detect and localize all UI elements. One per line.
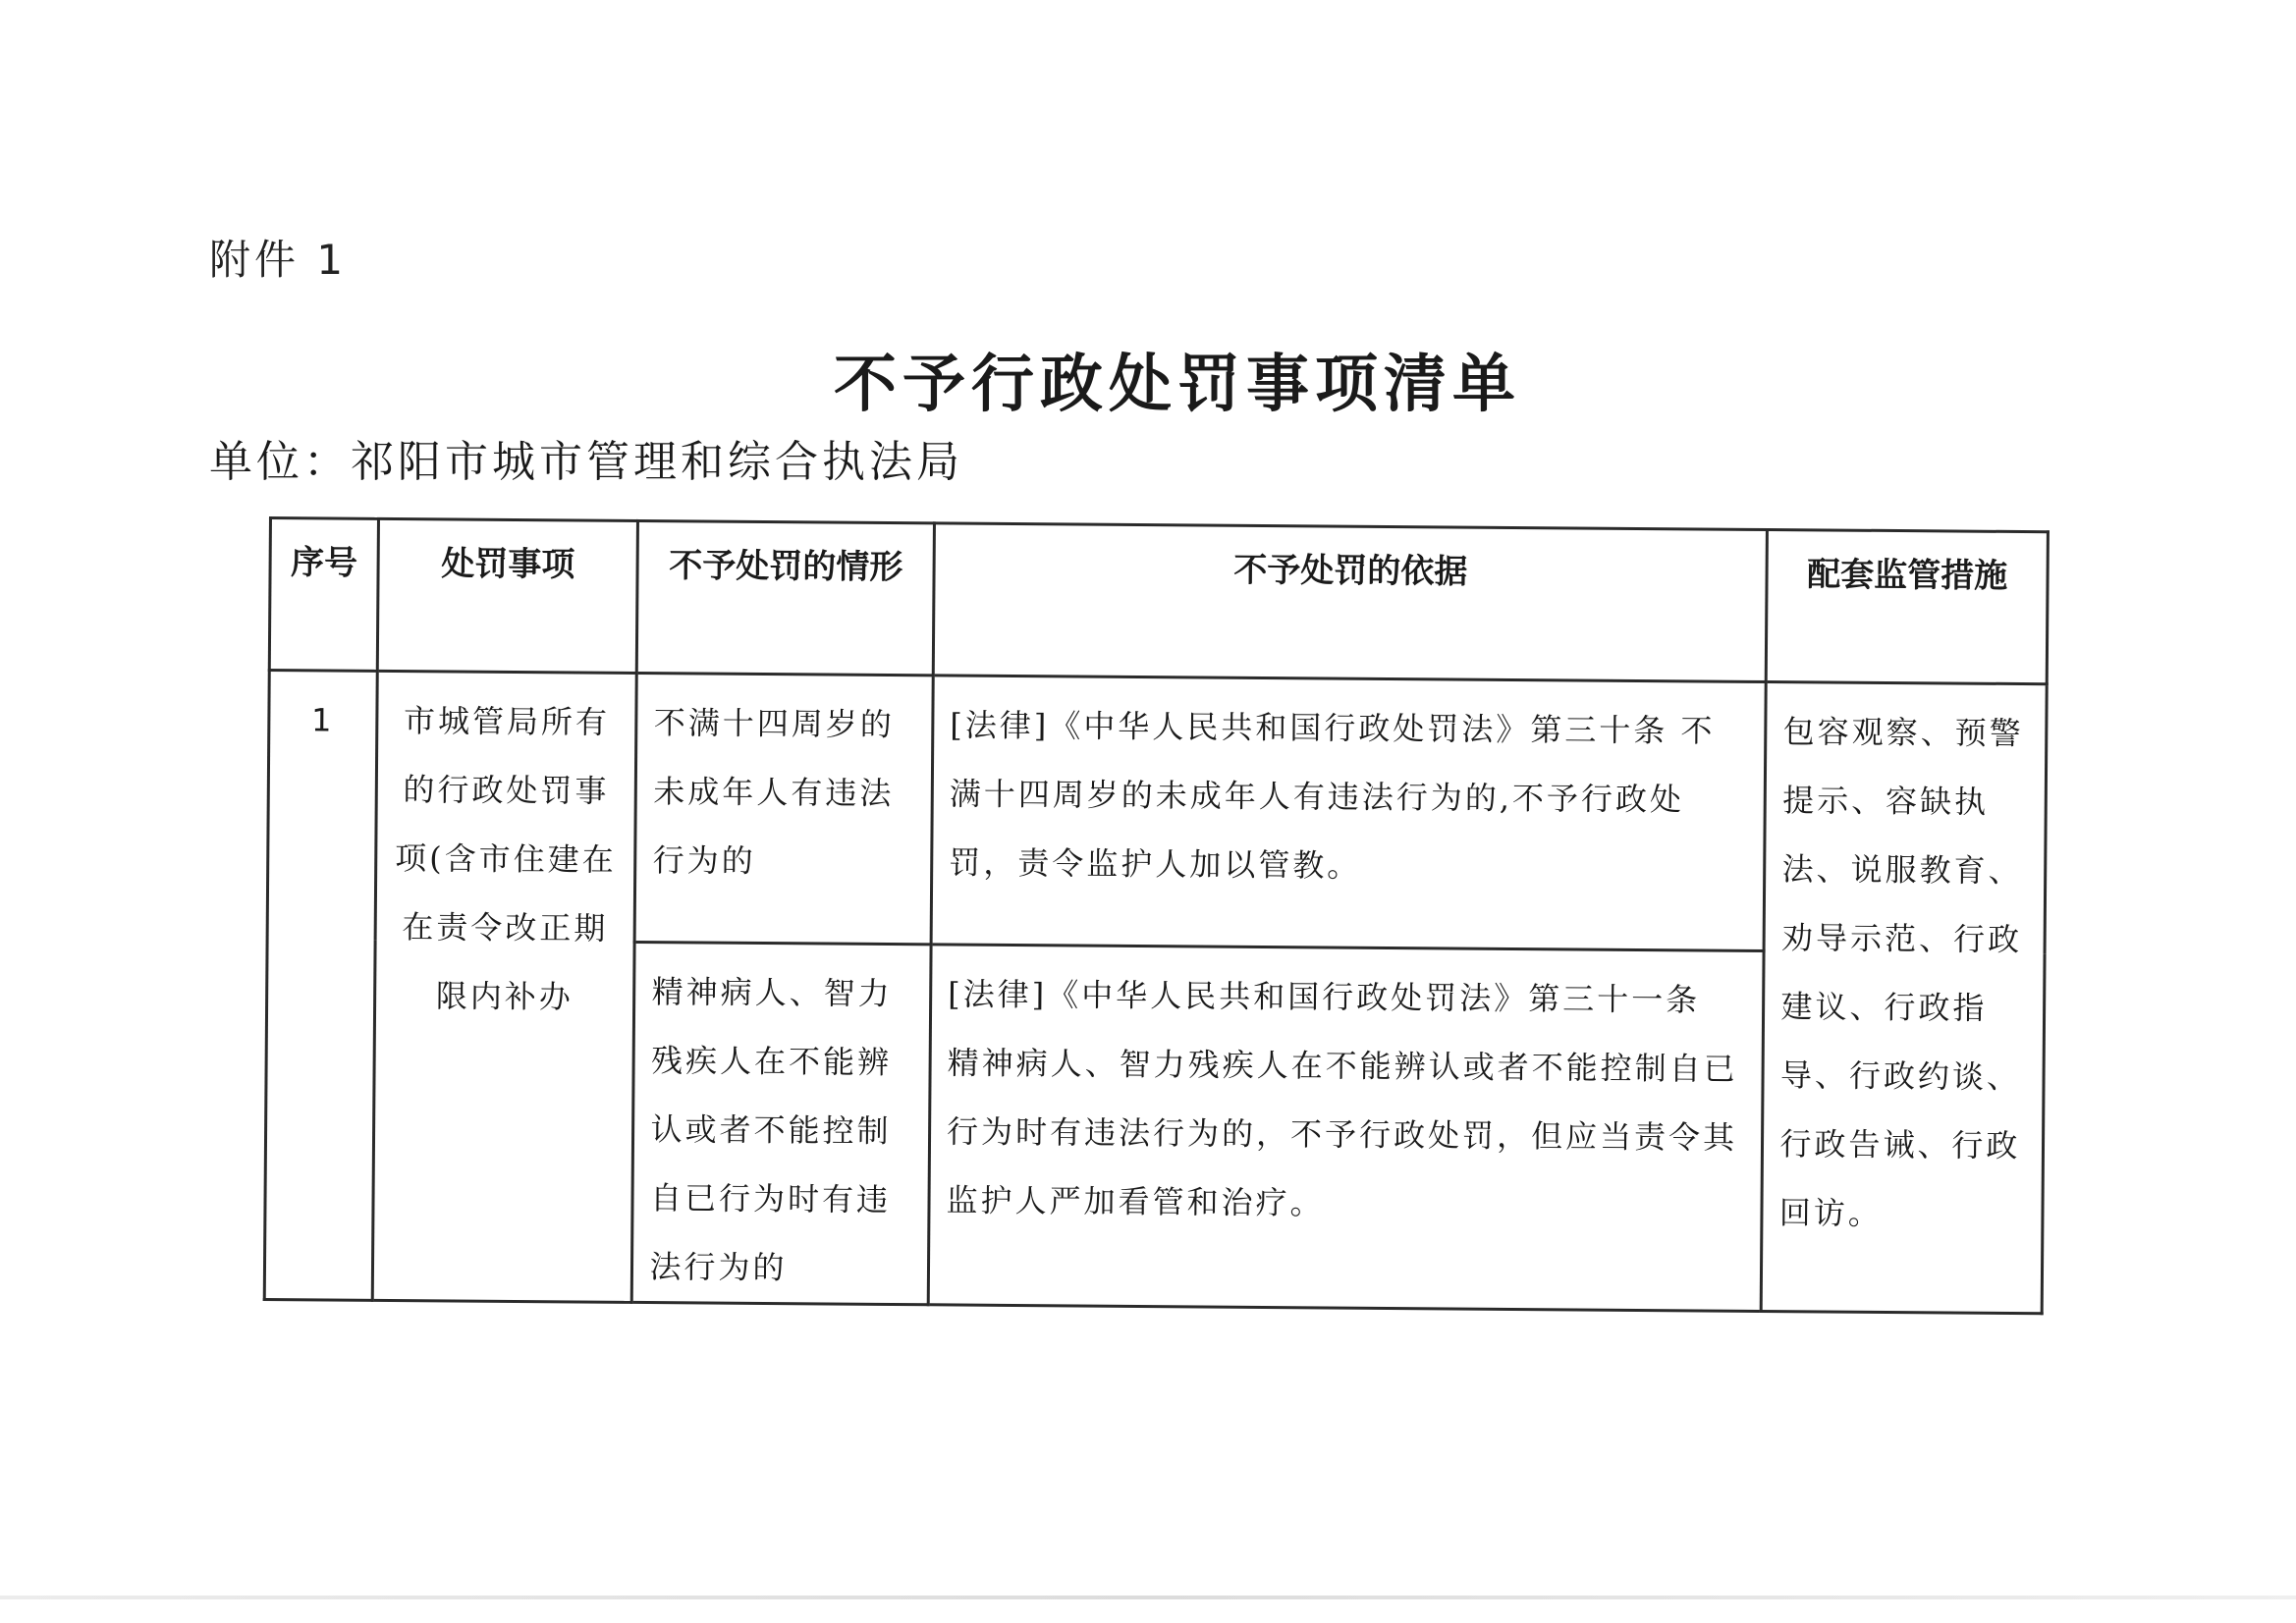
- attachment-label: 附件 1: [209, 236, 348, 284]
- issuing-unit: 单位：祁阳市城市管理和综合执法局: [209, 437, 963, 487]
- row-seq: 1: [264, 671, 377, 1301]
- row-case: 不满十四周岁的未成年人有违法行为的: [635, 673, 934, 944]
- header-seq: 序号: [269, 518, 378, 672]
- page-title: 不予行政处罚事项清单: [834, 349, 1521, 421]
- row-case: 精神病人、智力残疾人在不能辨认或者不能控制自已行为时有违法行为的: [632, 942, 931, 1304]
- row-basis: [法律]《中华人民共和国行政处罚法》第三十条 不满十四周岁的未成年人有违法行为的,不予行政处罚，责令监护人加以管教。: [931, 676, 1766, 951]
- scan-edge-divider: [0, 1596, 2296, 1599]
- table-header-row: [269, 518, 2048, 684]
- header-item: 处罚事项: [377, 518, 638, 673]
- row-basis: [法律]《中华人民共和国行政处罚法》第三十一条 精神病人、智力残疾人在不能辨认或者不能控制自已行为时有违法行为的，不予行政处罚，但应当责令其监护人严加看管和治疗。: [928, 945, 1764, 1312]
- row-penalty-item: 市城管局所有的行政处罚事项(含市住建在在责令改正期限内补办: [372, 671, 637, 1302]
- table-row: [267, 671, 2047, 953]
- penalty-exemption-table: [263, 516, 2050, 1315]
- header-measures: 配套监管措施: [1767, 529, 2049, 683]
- header-case: 不予处罚的情形: [637, 520, 935, 675]
- header-basis: 不予处罚的依据: [933, 523, 1768, 682]
- row-measures: 包容观察、预警提示、容缺执法、说服教育、劝导示范、行政建议、行政指导、行政约谈、行政告诫、行政回访。: [1762, 681, 2048, 1313]
